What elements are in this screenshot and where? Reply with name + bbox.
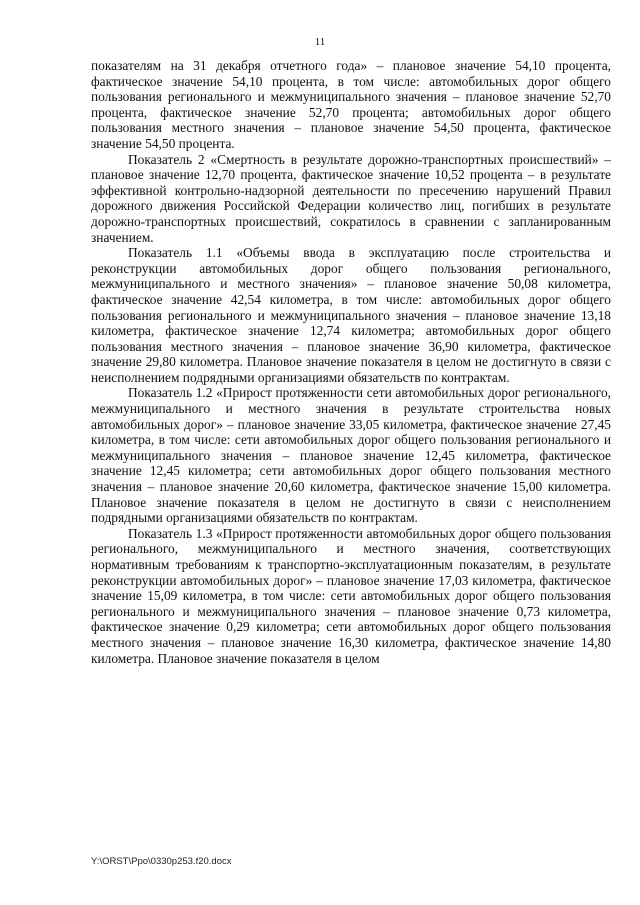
paragraph-indicator-1-3: Показатель 1.3 «Прирост протяженности автомобильных дорог общего пользования регионального, межмуниципального и местного значения, соответствующих нормативным требованиям к транспортно-эксплуатационным показателям, в результате реконструкции автомобильных дорог» – плановое значение 17,03 километра, фактическое значение 15,09 километра, в том числе: сети автомобильных дорог общего пользования регионального и межмуниципального значения – плановое значение 0,73 километра, фактическое значение 0,29 километра; сети автомобильных дорог общего пользования местного значения – плановое значение 16,30 километра, фактическое значение 14,80 километра. Плановое значение показателя в целом [91, 525, 611, 666]
paragraph-indicator-1-2: Показатель 1.2 «Прирост протяженности сети автомобильных дорог регионального, межмуниципального и местного значения в результате строительства новых автомобильных дорог» – плановое значение 33,05 километра, фактическое значение 27,45 километра, в том числе: сети автомобильных дорог общего пользования регионального и межмуниципального значения – плановое значение 12,45 километра, фактическое значение 12,45 километра; сети автомобильных дорог общего пользования местного значения – плановое значение 20,60 километра, фактическое значение 15,00 километра. Плановое значение показателя в целом не достигнуто в связи с неисполнением подрядными организациями обязательств по контрактам. [91, 385, 611, 526]
paragraph-indicator-2: Показатель 2 «Смертность в результате дорожно-транспортных происшествий» – плановое значение 12,70 процента, фактическое значение 10,52 процента – в результате эффективной контрольно-надзорной деятельности по пресечению нарушений Правил дорожного движения Российской Федерации количество лиц, погибших в результате дорожно-транспортных происшествий, сократилось в сравнении с запланированным значением. [91, 151, 611, 245]
paragraph-continuation: показателям на 31 декабря отчетного года» – плановое значение 54,10 процента, фактическое значение 54,10 процента, в том числе: автомобильных дорог общего пользования регионального и межмуниципального значения – плановое значение 52,70 процента, фактическое значение 52,70 процента; автомобильных дорог общего пользования местного значения – плановое значение 54,50 процента, фактическое значение 54,50 процента. [91, 58, 611, 151]
paragraph-indicator-1-1: Показатель 1.1 «Объемы ввода в эксплуатацию после строительства и реконструкции автомобильных дорог общего пользования регионального, межмуниципального и местного значения» – плановое значение 50,08 километра, фактическое значение 42,54 километра, в том числе: автомобильных дорог общего пользования регионального и межмуниципального значения – плановое значение 13,18 километра, фактическое значение 12,74 километра; автомобильных дорог общего пользования местного значения – плановое значение 36,90 километра, фактическое значение 29,80 километра. Плановое значение показателя в целом не достигнуто в связи с неисполнением подрядными организациями обязательств по контрактам. [91, 245, 611, 385]
page-number: 11 [314, 36, 326, 48]
document-body [91, 58, 611, 666]
footer-file-path: Y:\ORST\Ppo\0330p253.f20.docx [91, 856, 232, 867]
